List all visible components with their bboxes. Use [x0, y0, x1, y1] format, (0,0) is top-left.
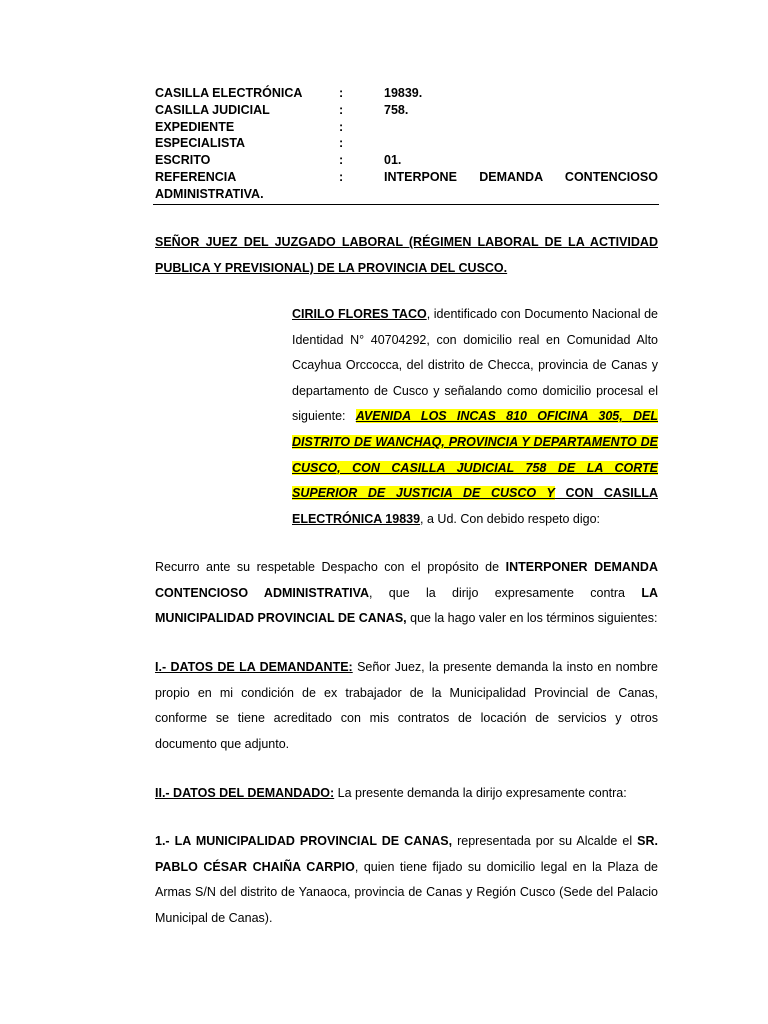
electronic-box: CON CASILLA ELECTRÓNICA 19839 — [292, 486, 658, 526]
header-label: EXPEDIENTE — [155, 119, 235, 134]
header-colon: : — [339, 169, 344, 184]
header-value: 758. — [384, 102, 409, 117]
header-colon: : — [339, 153, 344, 168]
intro-text: Recurro ante su respetable Despacho con el propósito de — [155, 560, 506, 574]
defendant-paragraph — [155, 829, 658, 931]
section-heading: II.- DATOS DEL DEMANDADO: — [155, 786, 335, 800]
header-colon: : — [339, 102, 344, 117]
header-value: 19839. — [384, 86, 423, 100]
header-continuation: ADMINISTRATIVA. — [155, 186, 264, 201]
header-colon: : — [339, 119, 344, 134]
header-value: INTERPONE DEMANDA CONTENCIOSO — [384, 169, 658, 184]
header-divider — [153, 204, 659, 205]
header-row-continuation — [155, 186, 658, 203]
section-text: La presente demanda la dirijo expresamente contra: — [334, 786, 627, 800]
intro-text: , que la dirijo expresamente contra — [369, 585, 642, 600]
party-closing: , a Ud. Con debido respeto digo: — [420, 511, 601, 526]
section-demandante — [155, 655, 658, 757]
header-row-especialista — [155, 135, 658, 152]
intro-bold: LA MUNICIPALIDAD PROVINCIAL DE CANAS, — [155, 585, 658, 626]
header-row-escrito — [155, 152, 658, 169]
defendant-text: representada por su Alcalde el — [452, 834, 638, 848]
procedural-address-highlight: AVENIDA LOS INCAS 810 OFICINA 305, DEL DISTRITO DE WANCHAQ, PROVINCIA Y DEPARTAMENTO DE CUSCO, CON CASILLA JUDICIAL 758 DE LA CORTE SUPERIOR DE JUSTICIA DE CUSCO Y — [292, 409, 659, 501]
header-label: REFERENCIA — [155, 169, 237, 184]
defendant-bold: 1.- LA MUNICIPALIDAD PROVINCIAL DE CANAS, — [155, 834, 453, 848]
judge-address: SEÑOR JUEZ DEL JUZGADO LABORAL (RÉGIMEN LABORAL DE LA ACTIVIDAD PUBLICA Y PREVISIONAL) DE LA PROVINCIA DEL CUSCO. — [155, 235, 658, 275]
header-row-casilla-judicial — [155, 102, 658, 119]
party-introduction — [292, 302, 658, 532]
header-label: ESCRITO — [155, 153, 211, 168]
section-heading: I.- DATOS DE LA DEMANDANTE: — [155, 660, 353, 674]
header-row-expediente — [155, 119, 658, 136]
header-value: 01. — [384, 153, 402, 168]
header-label: ESPECIALISTA — [155, 136, 246, 151]
header-colon: : — [339, 136, 344, 151]
header-label: CASILLA ELECTRÓNICA — [155, 86, 303, 100]
section-text: Señor Juez, la presente demanda la insto en nombre propio en mi condición de ex trabajador de la Municipalidad Provincial de Canas, conforme se tiene acreditado con mis contratos de locación de servicios y otros documento que adjunto. — [155, 660, 658, 751]
intro-text: que la hago valer en los términos siguientes: — [406, 611, 658, 626]
header-colon: : — [339, 86, 344, 100]
header-row-referencia — [155, 169, 658, 186]
header-label: CASILLA JUDICIAL — [155, 102, 270, 117]
case-header — [155, 85, 658, 203]
defendant-bold: SR. PABLO CÉSAR CHAIÑA CARPIO — [155, 834, 658, 874]
party-text: , identificado con Documento Nacional de Identidad N° 40704292, con domicilio real en Comunidad Alto Ccayhua Orccocca, del distrito de Checca, provincia de Canas y departamento de Cusco y señalando como domicilio procesal el siguiente: — [292, 307, 658, 424]
intro-paragraph — [155, 555, 658, 632]
party-name: CIRILO FLORES TACO — [292, 307, 427, 321]
defendant-text: , quien tiene fijado su domicilio legal en la Plaza de Armas S/N del distrito de Yanaoca, provincia de Canas y Región Cusco (Sede del Palacio Municipal de Canas). — [155, 859, 658, 925]
section-demandado — [155, 781, 658, 807]
header-row-casilla-electronica — [155, 85, 658, 102]
intro-bold: INTERPONER DEMANDA CONTENCIOSO ADMINISTRATIVA — [155, 560, 658, 600]
